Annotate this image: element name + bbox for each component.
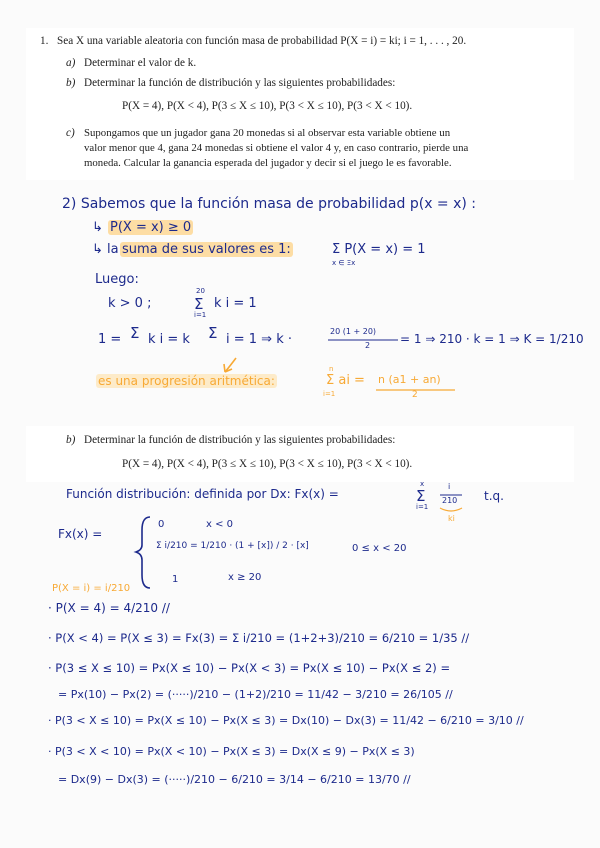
hand-prog-den: 2	[412, 390, 418, 400]
case1-condition: x < 0	[206, 519, 234, 530]
fd-tq: t.q.	[484, 489, 504, 503]
prob-2: · P(X < 4) = P(X ≤ 3) = Fx(3) = Σ i/210 = (1+2+3)/210 = 6/210 = 1/35 //	[48, 631, 470, 645]
hand-title: 2) Sabemos que la función masa de probabilidad p(x = x) :	[62, 196, 477, 212]
sigma-icon: Σ	[416, 487, 426, 505]
sigma-icon: Σ	[208, 324, 218, 342]
case1-value: 0	[158, 519, 165, 530]
part-c-line-3: moneda. Calcular la ganancia esperada del jugador y decir si el juego le es favorable.	[84, 157, 452, 169]
case2-value: Σ i/210 = 1/210 · (1 + [x]) / 2 · [x]	[156, 541, 309, 551]
part-c-line-1: Supongamos que un jugador gana 20 monedas si al observar esta variable obtiene un	[84, 127, 451, 139]
hand-prog-top: n	[329, 365, 334, 373]
progression-arrow	[224, 358, 236, 372]
fd-frac-den: 210	[442, 496, 458, 505]
hand-cond2-sum: Σ P(X = x) = 1	[332, 242, 426, 257]
piecewise-brace	[136, 517, 150, 588]
part-a-text: Determinar el valor de k.	[84, 57, 197, 69]
part-b-text: Determinar la función de distribución y las siguientes probabilidades:	[84, 77, 396, 89]
prob-3-line-1: · P(3 ≤ X ≤ 10) = Px(X ≤ 10) − Px(X < 3) = Px(X ≤ 10) − Px(X ≤ 2) =	[48, 661, 451, 675]
part-b-text-2: Determinar la función de distribución y las siguientes probabilidades:	[84, 434, 396, 446]
prob-4: · P(3 < X ≤ 10) = Px(X ≤ 10) − Px(X ≤ 3) = Dx(10) − Dx(3) = 11/42 − 6/210 = 3/10 //	[48, 714, 524, 727]
prob-5-line-2: = Dx(9) − Dx(3) = (·····)/210 − 6/210 = 3/14 − 6/210 = 13/70 //	[58, 773, 411, 786]
hand-eq-lhs: 1 =	[98, 332, 122, 347]
item-number: 1.	[40, 35, 49, 47]
problem-line-1: Sea X una variable aleatoria con función masa de probabilidad P(X = i) = ki; i = 1, . . . , 20.	[57, 35, 467, 47]
hand-eq-rhs: = 1 ⇒ 210 · k = 1 ⇒ K = 1/210	[400, 332, 584, 346]
hand-luego: Luego:	[95, 272, 139, 287]
sigma-icon: Σ	[130, 324, 140, 342]
prob-5-line-1: · P(3 < X < 10) = Px(X < 10) − Px(X ≤ 3) = Dx(X ≤ 9) − Px(X ≤ 3)	[48, 745, 415, 758]
part-a-label: a)	[66, 57, 76, 69]
part-c-line-2: valor menor que 4, gana 24 monedas si obtiene el valor 4 y, en caso contrario, pierde una	[84, 142, 469, 154]
fx-label: Fx(x) =	[58, 527, 103, 541]
pk-note: P(X = i) = i/210	[52, 583, 131, 594]
hand-sum-top: 20	[196, 287, 205, 295]
fd-frac-num: i	[448, 482, 451, 491]
hand-cond1-arrow: ↳	[92, 220, 103, 235]
hand-cond2-sub: x ∈ Ξx	[332, 259, 356, 267]
fd-sum-top: x	[420, 480, 425, 488]
hand-sum-bottom: i=1	[194, 311, 207, 319]
hand-prog-num: n (a1 + an)	[378, 373, 441, 386]
prob-1: · P(X = 4) = 4/210 //	[48, 601, 170, 615]
part-b-label-2: b)	[66, 434, 76, 446]
hand-eq-mid2: i = 1 ⇒ k ·	[226, 332, 292, 347]
fd-title: Función distribución: definida por Dx: Fx(x) =	[66, 487, 339, 501]
case3-value: 1	[172, 574, 179, 585]
hand-prog-note: es una progresión aritmética:	[98, 374, 275, 388]
part-b-probabilities-2: P(X = 4), P(X < 4), P(3 ≤ X ≤ 10), P(3 < X ≤ 10), P(3 < X < 10).	[122, 458, 413, 470]
ki-brace	[440, 508, 462, 511]
sigma-icon: Σ	[194, 295, 204, 313]
hand-k-positive: k > 0 ;	[108, 296, 152, 311]
hand-cond2: suma de sus valores es 1:	[122, 242, 291, 257]
hand-cond2-arrow: ↳ la	[92, 242, 119, 257]
prob-3-line-2: = Px(10) − Px(2) = (·····)/210 − (1+2)/210 = 11/42 − 3/210 = 26/105 //	[58, 688, 453, 701]
part-c-label: c)	[66, 127, 75, 139]
case3-condition: x ≥ 20	[228, 572, 262, 583]
hand-eq-frac-den: 2	[365, 341, 371, 350]
hand-prog-bottom: i=1	[323, 390, 336, 398]
fd-ki: ki	[448, 514, 455, 523]
part-b-probabilities: P(X = 4), P(X < 4), P(3 ≤ X ≤ 10), P(3 < X ≤ 10), P(3 < X < 10).	[122, 100, 413, 112]
fd-sum-bottom: i=1	[416, 503, 429, 511]
case2-condition: 0 ≤ x < 20	[352, 543, 407, 554]
hand-sum-body: k i = 1	[214, 296, 257, 311]
hand-cond1: P(X = x) ≥ 0	[110, 220, 192, 235]
part-b-label: b)	[66, 77, 76, 89]
hand-prog-sum: Σ ai =	[326, 373, 365, 388]
hand-eq-mid: k i = k	[148, 332, 190, 347]
hand-eq-frac-num: 20 (1 + 20)	[330, 327, 377, 336]
